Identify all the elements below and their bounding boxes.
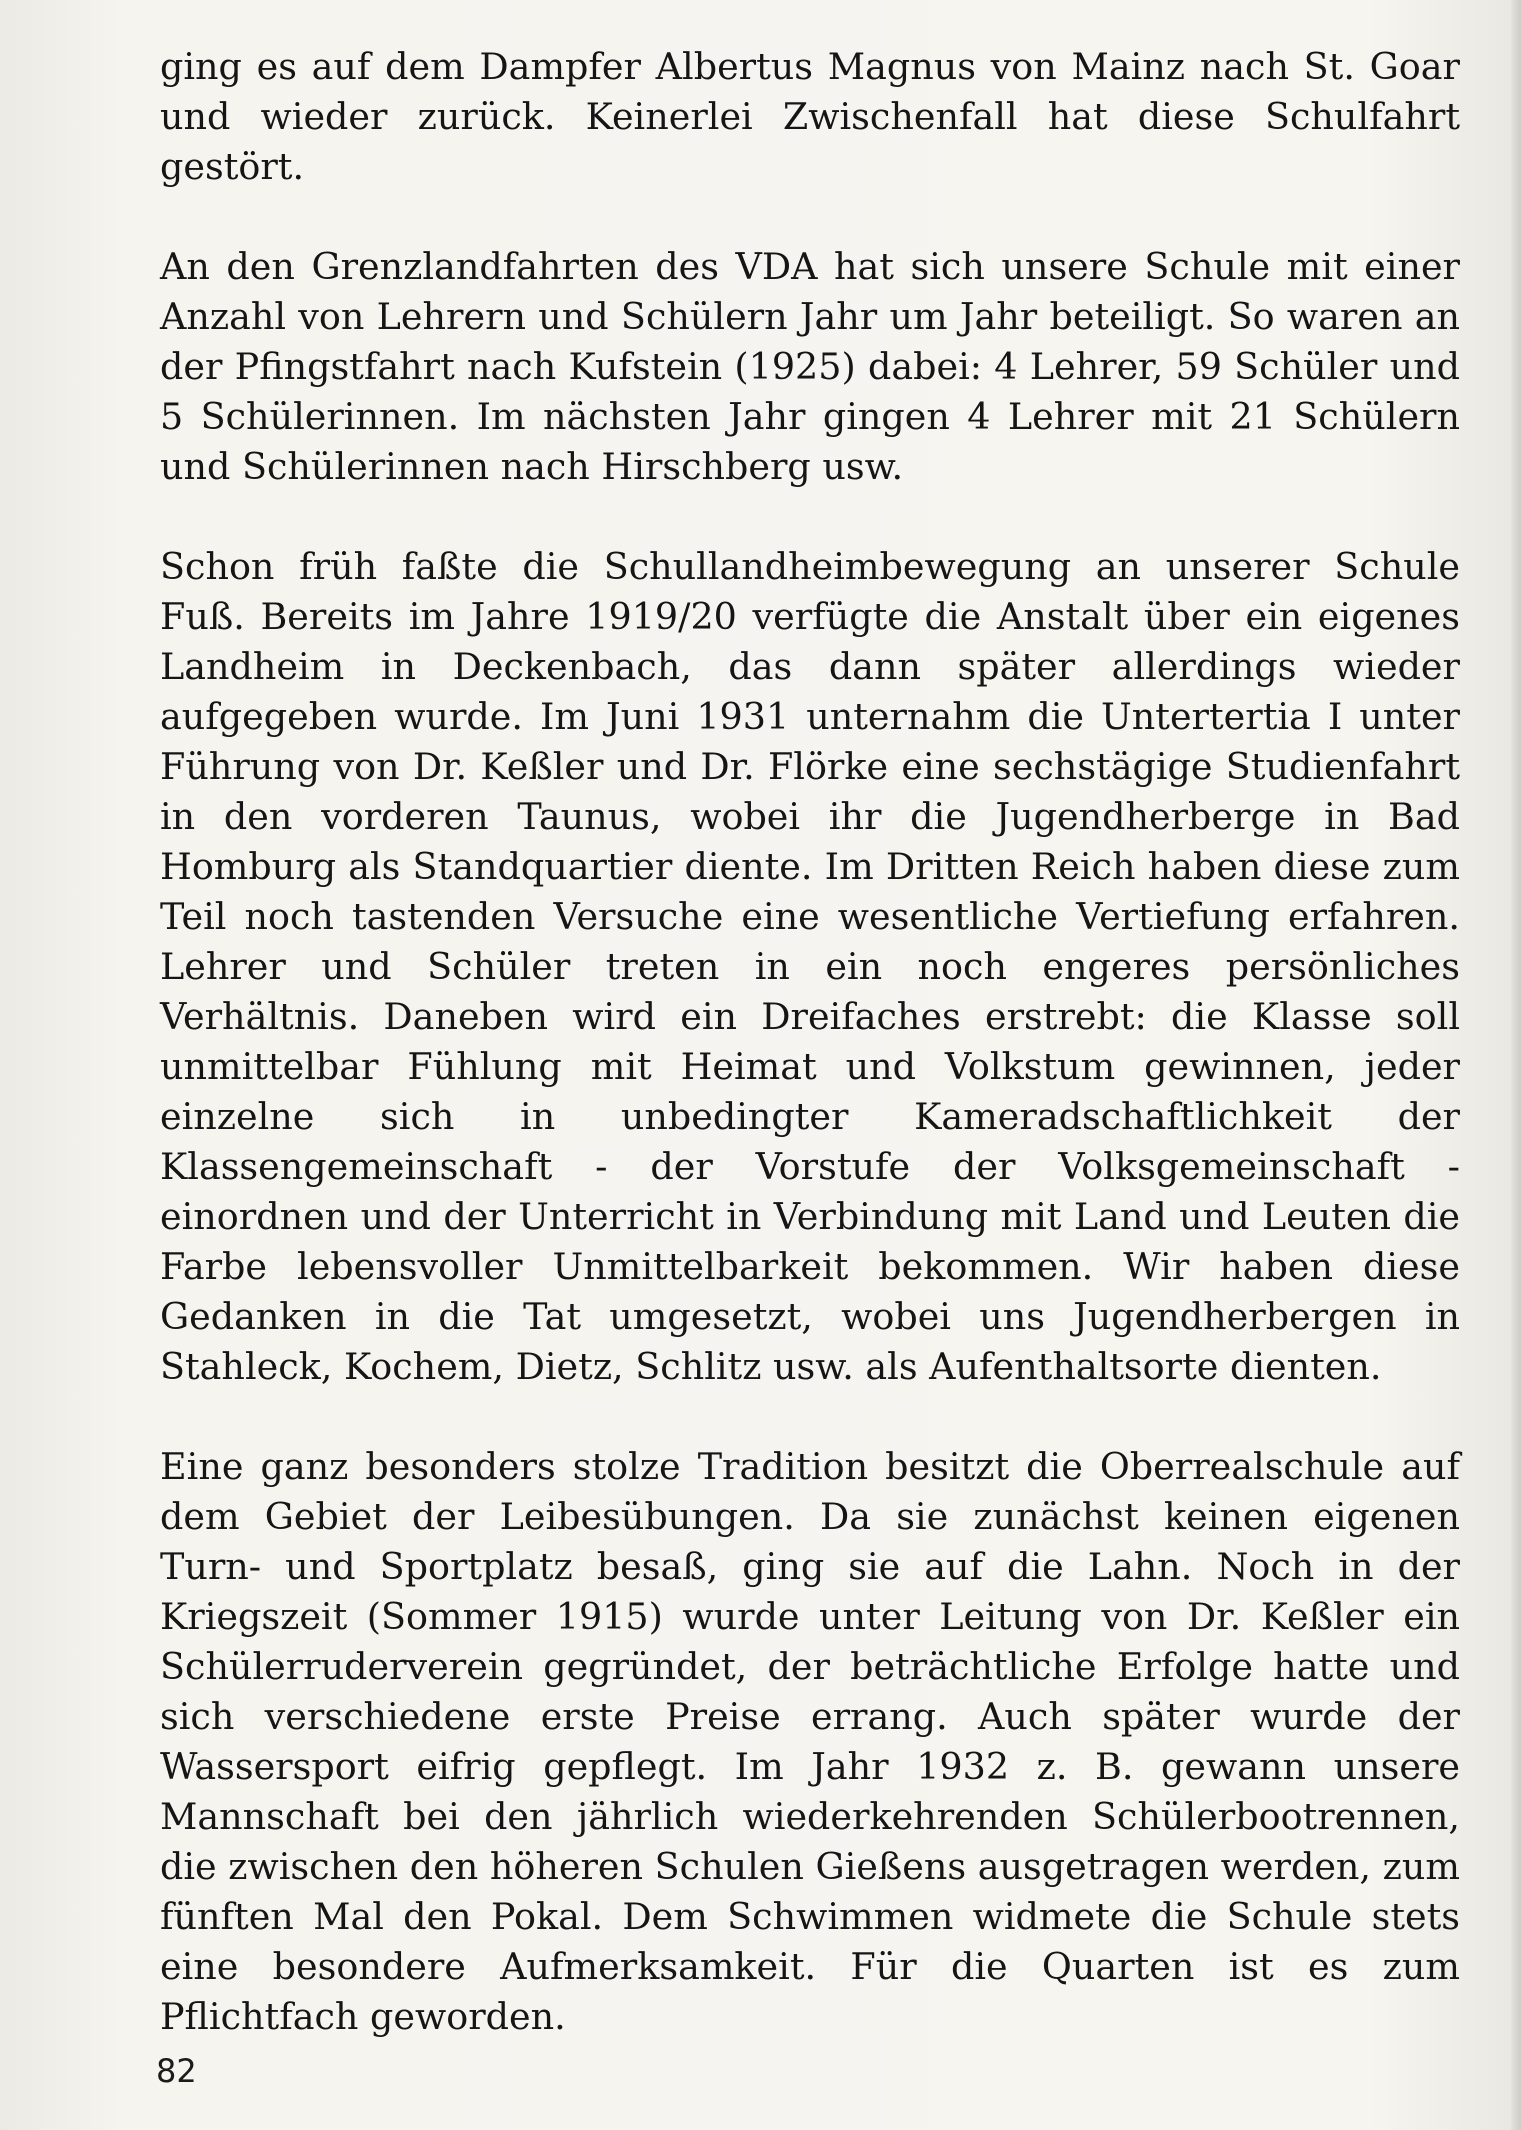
page-edge-shadow — [1511, 0, 1521, 2130]
paragraph-border-trips: An den Grenzlandfahrten des VDA hat sich unsere Schule mit einer Anzahl von Lehrern und Schülern Jahr um Jahr beteiligt. So waren an der Pfingstfahrt nach Kufstein (1925) dabei: 4 Lehrer, 59 Schüler und 5 Schülerinnen. Im nächsten Jahr gingen 4 Lehrer mit 21 Schülern und Schülerinnen nach Hirschberg usw. — [160, 245, 1460, 488]
page-number: 82 — [156, 2052, 197, 2090]
paragraph-school-country-home: Schon früh faßte die Schullandheimbewegung an unserer Schule Fuß. Bereits im Jahre 1919/20 verfügte die Anstalt über ein eigenes Landheim in Deckenbach, das dann später allerdings wieder aufgegeben wurde. Im Juni 1931 unternahm die Untertertia I unter Führung von Dr. Keßler und Dr. Flörke eine sechstägige Studienfahrt in den vorderen Taunus, wobei ihr die Jugendherberge in Bad Homburg als Standquartier diente. Im Dritten Reich haben diese zum Teil noch tastenden Versuche eine wesentliche Vertiefung erfahren. Lehrer und Schüler treten in ein noch engeres persönliches Verhältnis. Daneben wird ein Dreifaches erstrebt: die Klasse soll unmittelbar Fühlung mit Heimat und Volkstum gewinnen, jeder einzelne sich in unbedingter Kameradschaftlichkeit der Klassengemeinschaft - der Vorstufe der Volksgemeinschaft - einordnen und der Unterricht in Verbindung mit Land und Leuten die Farbe lebensvoller Unmittelbarkeit bekommen. Wir haben diese Gedanken in die Tat umgesetzt, wobei uns Jugendherbergen in Stahleck, Kochem, Dietz, Schlitz usw. als Aufenthaltsorte dienten. — [160, 545, 1460, 1388]
paragraph-school-trip: ging es auf dem Dampfer Albertus Magnus von Mainz nach St. Goar und wieder zurück. Keinerlei Zwischenfall hat diese Schulfahrt gestört. — [160, 45, 1460, 188]
paragraph-physical-education: Eine ganz besonders stolze Tradition besitzt die Oberrealschule auf dem Gebiet der Leibesübungen. Da sie zunächst keinen eigenen Turn- und Sportplatz besaß, ging sie auf die Lahn. Noch in der Kriegszeit (Sommer 1915) wurde unter Leitung von Dr. Keßler ein Schülerruderverein gegründet, der beträchtliche Erfolge hatte und sich verschiedene erste Preise errang. Auch später wurde der Wassersport eifrig gepflegt. Im Jahr 1932 z. B. gewann unsere Mannschaft bei den jährlich wiederkehrenden Schülerbootrennen, die zwischen den höheren Schulen Gießens ausgetragen werden, zum fünften Mal den Pokal. Dem Schwimmen widmete die Schule stets eine besondere Aufmerksamkeit. Für die Quarten ist es zum Pflichtfach geworden. — [160, 1445, 1460, 2038]
body-text — [160, 42, 1460, 2092]
